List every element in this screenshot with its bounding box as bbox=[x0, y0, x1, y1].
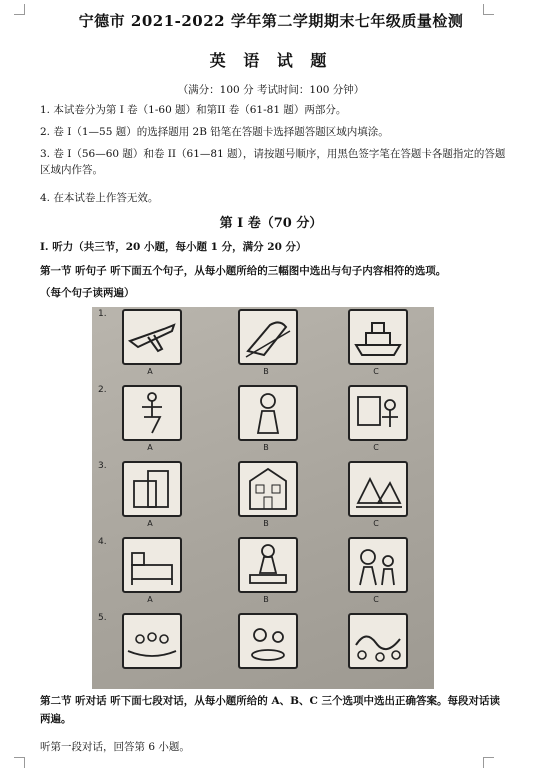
option-label-c: C bbox=[373, 443, 379, 452]
section1-heading: 第一节 听句子 听下面五个句子，从每小题所给的三幅图中选出与句子内容相符的选项。 bbox=[40, 265, 447, 277]
girl-singing-icon bbox=[238, 385, 298, 441]
corner-mark bbox=[483, 757, 494, 768]
ship-icon bbox=[348, 309, 408, 365]
park-scene-icon bbox=[348, 461, 408, 517]
bedroom-icon bbox=[122, 537, 182, 593]
boat-race-icon bbox=[122, 613, 182, 669]
figure-row-5 bbox=[92, 611, 434, 687]
question-number: 2. bbox=[98, 385, 107, 395]
instruction-3: 3. 卷 I（56—60 题）和卷 II（61—81 题），请按题号顺序，用黑色签字笔在答题卡各题指定的答题区域内作答。 bbox=[40, 148, 506, 176]
high-speed-train-icon bbox=[238, 309, 298, 365]
question-number: 5. bbox=[98, 613, 107, 623]
airplane-icon bbox=[122, 309, 182, 365]
option-label-b: B bbox=[263, 595, 269, 604]
dumpling-family-icon bbox=[238, 613, 298, 669]
option-label-a: A bbox=[147, 595, 153, 604]
part-title: 第 I 卷（70 分） bbox=[219, 216, 323, 231]
instruction-4: 4. 在本试卷上作答无效。 bbox=[40, 192, 159, 204]
dialog-1-prompt: 听第一段对话，回答第 6 小题。 bbox=[40, 741, 190, 753]
figure-row-3 bbox=[92, 459, 434, 535]
option-label-c: C bbox=[373, 519, 379, 528]
figure-row-1 bbox=[92, 307, 434, 383]
instruction-2: 2. 卷 I（1—55 题）的选择题用 2B 铅笔在答题卡选择题答题区域内填涂。 bbox=[40, 126, 389, 138]
figure-row-4 bbox=[92, 535, 434, 611]
modern-building-icon bbox=[122, 461, 182, 517]
section2-heading: 第二节 听对话 听下面七段对话，从每小题所给的 A、B、C 三个选项中选出正确答案。每段对话读两遍。 bbox=[40, 695, 500, 725]
scanned-figure bbox=[92, 307, 434, 689]
option-label-a: A bbox=[147, 367, 153, 376]
option-label-c: C bbox=[373, 595, 379, 604]
figure-row-2 bbox=[92, 383, 434, 459]
apartment-building-icon bbox=[238, 461, 298, 517]
option-label-a: A bbox=[147, 443, 153, 452]
option-label-b: B bbox=[263, 519, 269, 528]
listening-heading: I. 听力（共三节，20 小题，每小题 1 分，满分 20 分） bbox=[40, 241, 307, 253]
question-number: 4. bbox=[98, 537, 107, 547]
option-label-b: B bbox=[263, 443, 269, 452]
family-garden-icon bbox=[348, 537, 408, 593]
option-label-a: A bbox=[147, 519, 153, 528]
option-label-c: C bbox=[373, 367, 379, 376]
section1-note: （每个句子读两遍） bbox=[40, 287, 135, 299]
page-title: 宁德市 2021-2022 学年第二学期期末七年级质量检测 bbox=[78, 12, 464, 30]
ballet-dancer-icon bbox=[122, 385, 182, 441]
page-subtitle: 英 语 试 题 bbox=[209, 51, 333, 70]
question-number: 3. bbox=[98, 461, 107, 471]
exam-meta: （满分：100 分 考试时间：100 分钟） bbox=[177, 84, 365, 96]
instruction-1: 1. 本试卷分为第 I 卷（1-60 题）和第II 卷（61-81 题）两部分。 bbox=[40, 104, 347, 116]
option-label-b: B bbox=[263, 367, 269, 376]
corner-mark bbox=[14, 757, 25, 768]
child-painting-icon bbox=[348, 385, 408, 441]
question-number: 1. bbox=[98, 309, 107, 319]
woman-cooking-icon bbox=[238, 537, 298, 593]
dragon-dance-icon bbox=[348, 613, 408, 669]
